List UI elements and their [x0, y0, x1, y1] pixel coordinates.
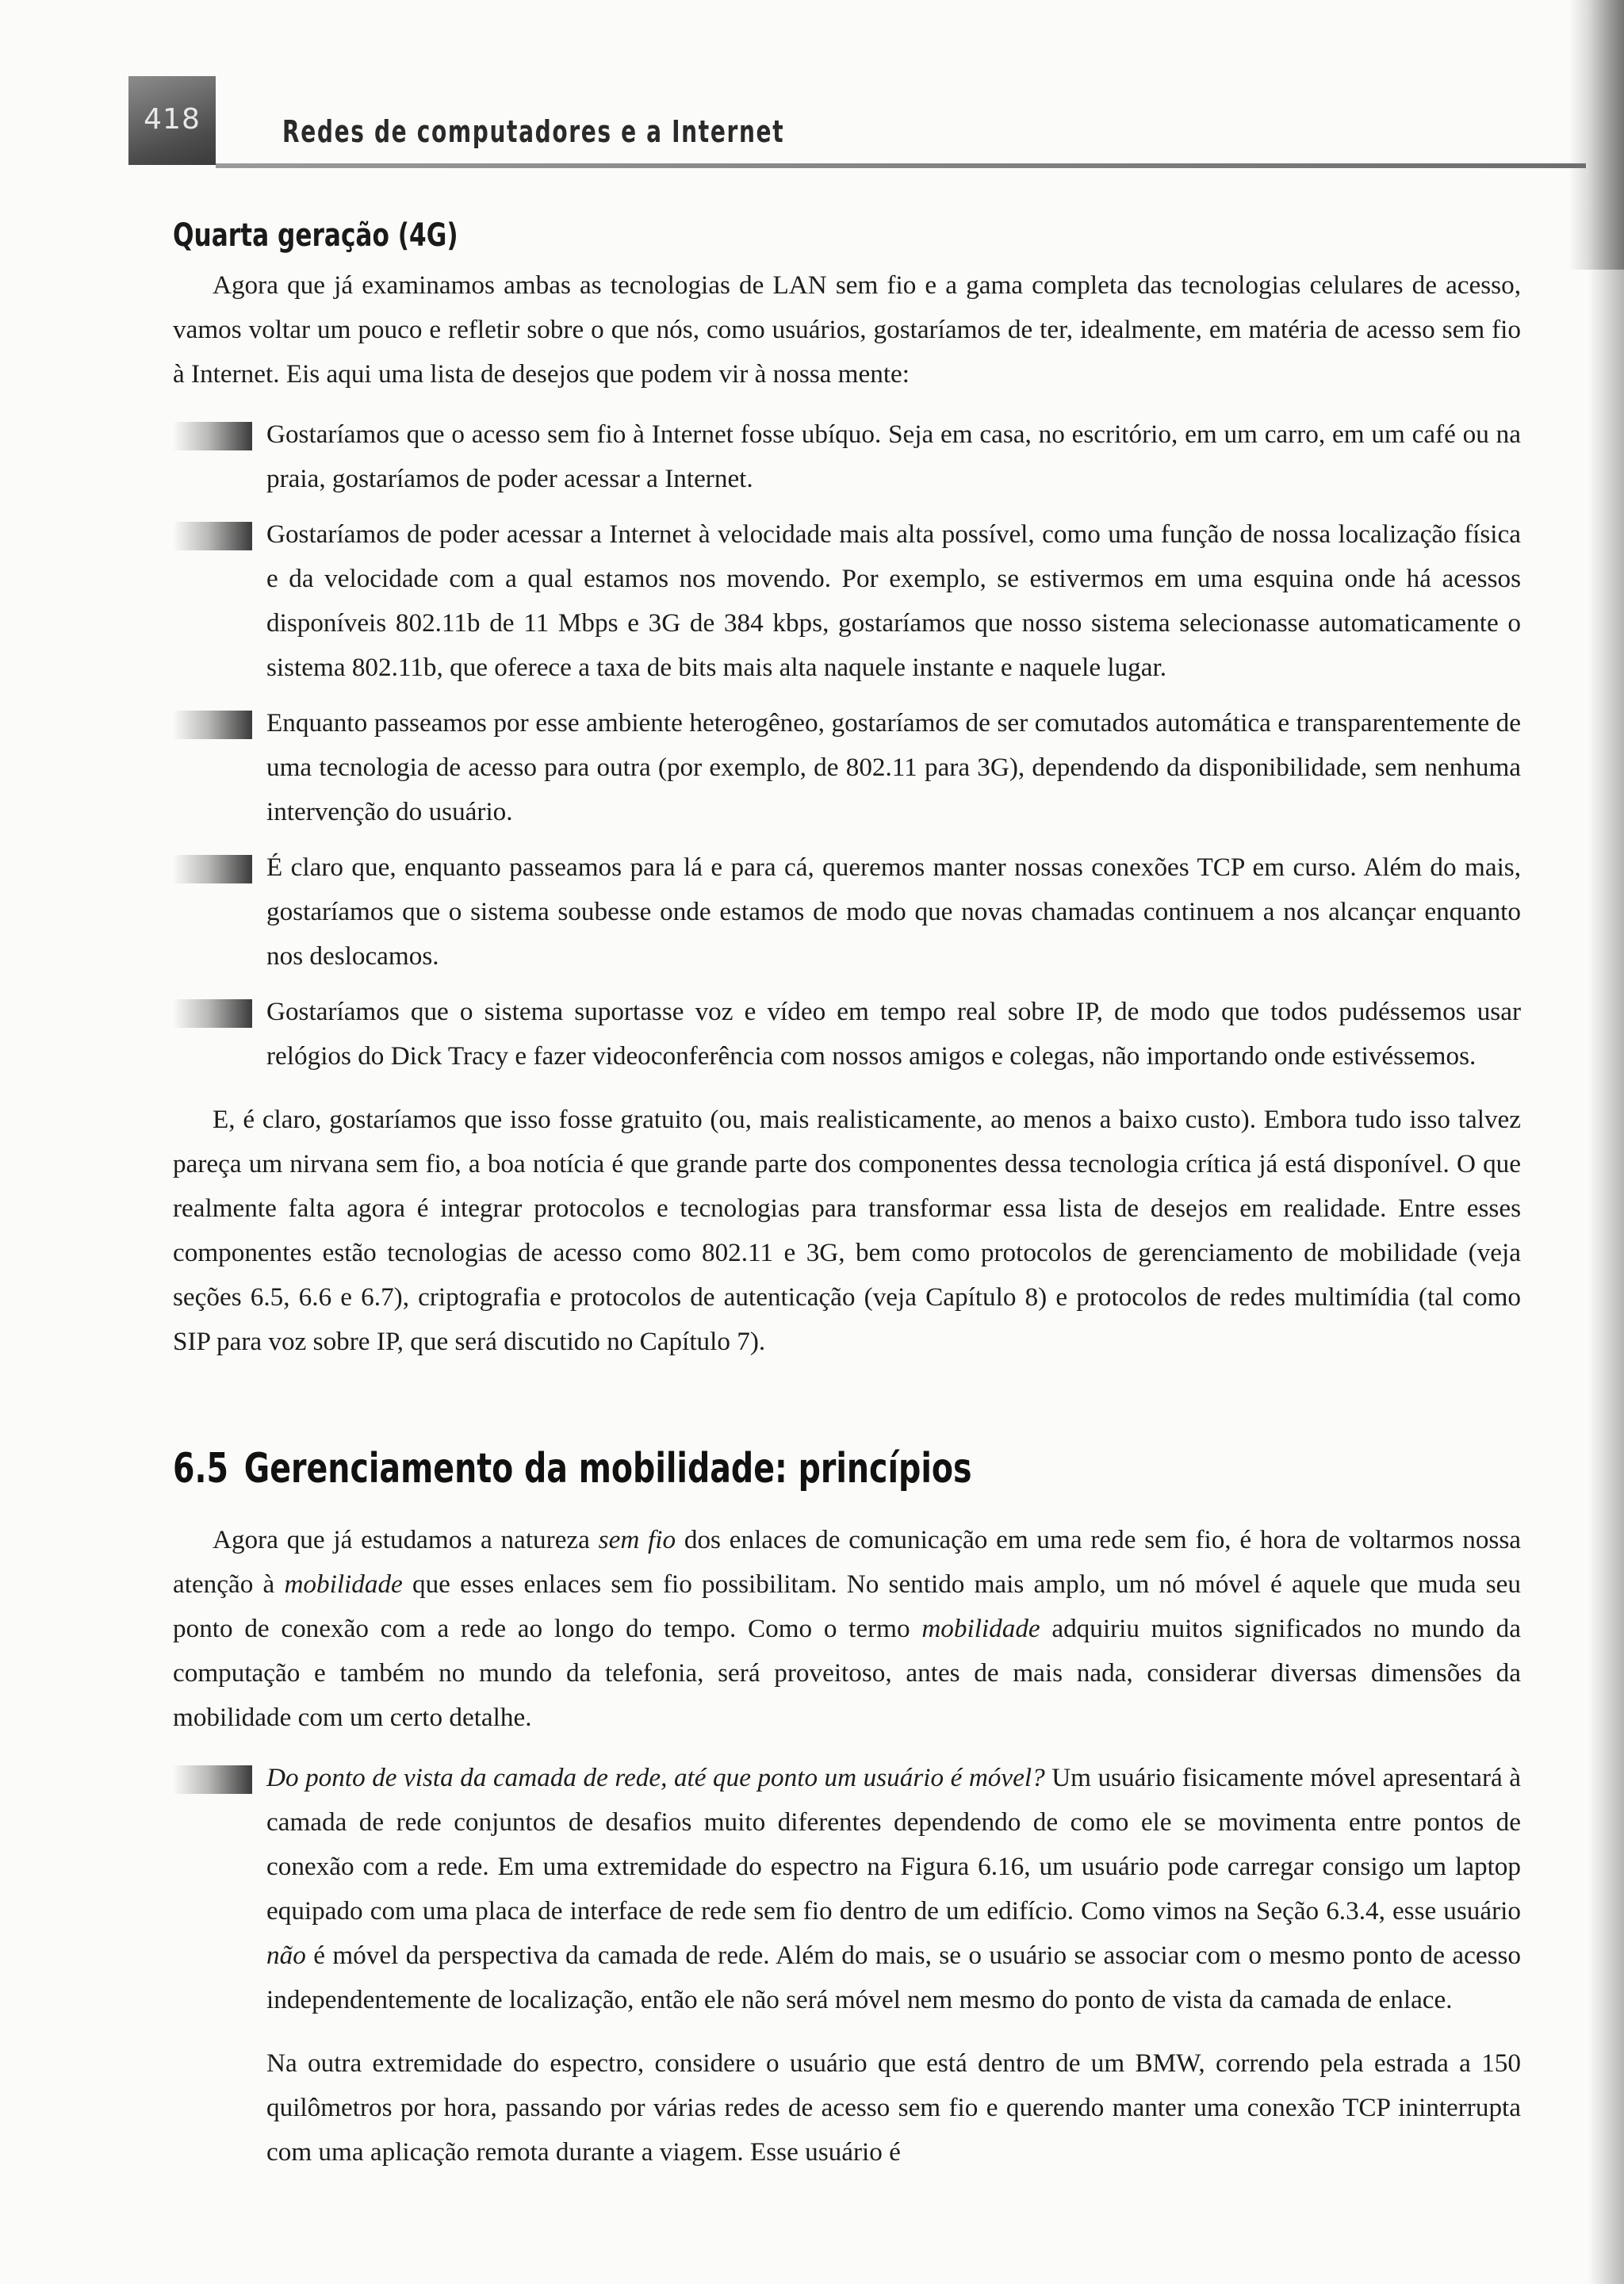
emphasis-question: Do ponto de vista da camada de rede, até que ponto um usuário é móvel? [266, 1763, 1045, 1792]
list-item-text: É claro que, enquanto passeamos para lá e para cá, queremos manter nossas conexões TCP em curso. Além do mais, gostaríamos que o sistema soubesse onde estamos de modo que novas chamadas continuem a nos alcançar enquanto nos deslocamos. [266, 853, 1521, 971]
section-number: 6.5 [173, 1445, 229, 1493]
page-number: 418 [144, 103, 201, 136]
list-item [173, 512, 1521, 690]
running-title: Redes de computadores e a Internet [282, 114, 785, 149]
emphasis-text: não [266, 1941, 306, 1970]
list-item-text: Enquanto passeamos por esse ambiente heterogêneo, gostaríamos de ser comutados automática e transparentemente de uma tecnologia de acesso para outra (por exemplo, de 802.11 para 3G), dependendo da disponibilidade, sem nenhuma intervenção do usuário. [266, 708, 1521, 826]
emphasis-text: mobilidade [284, 1569, 403, 1599]
bullet-bar-icon [173, 1765, 252, 1794]
text-run: dos enlaces de comunicação em uma rede sem fio, é hora de voltarmos nossa atenção à [173, 1525, 1521, 1599]
emphasis-text: mobilidade [921, 1614, 1040, 1643]
text-run: Agora que já estudamos a natureza [213, 1525, 599, 1554]
text-column [173, 208, 1521, 2175]
list-item [173, 845, 1521, 979]
section-title-4g: Quarta geração (4G) [173, 217, 458, 254]
mobility-dimensions-list [173, 1756, 1521, 2022]
paragraph-4g-closing: E, é claro, gostaríamos que isso fosse gratuito (ou, mais realisticamente, ao menos a baixo custo). Embora tudo isso talvez pareça um nirvana sem fio, a boa notícia é que grande parte dos componentes dessa tecnologia crítica já está disponível. O que realmente falta agora é integrar protocolos e tecnologias para transformar essa lista de desejos em realidade. Entre esses componentes estão tecnologias de acesso como 802.11 e 3G, bem como protocolos de gerenciamento de mobilidade (veja seções 6.5, 6.6 e 6.7), criptografia e protocolos de autenticação (veja Capítulo 8) e protocolos de redes multimídia (tal como SIP para voz sobre IP, que será discutido no Capítulo 7). [173, 1105, 1521, 1356]
bullet-bar-icon [173, 422, 252, 450]
list-item-text: Gostaríamos de poder acessar a Internet à velocidade mais alta possível, como uma função de nossa localização física e da velocidade com a qual estamos nos movendo. Por exemplo, se estivermos em uma esquina onde há acessos disponíveis 802.11b de 11 Mbps e 3G de 384 kbps, gostaríamos que nosso sistema selecionasse automaticamente o sistema 802.11b, que oferece a taxa de bits mais alta naquele instante e naquele lugar. [266, 519, 1521, 682]
list-item [173, 1756, 1521, 2022]
bullet-bar-icon [173, 522, 252, 550]
bullet-bar-icon [173, 855, 252, 883]
section-heading-6-5 [173, 1440, 1197, 1497]
paragraph-6-5-intro [173, 1518, 1521, 1740]
paragraph-4g-intro: Agora que já examinamos ambas as tecnologias de LAN sem fio e a gama completa das tecnologias celulares de acesso, vamos voltar um pouco e refletir sobre o que nós, como usuários, gostaríamos de ter, idealmente, em matéria de acesso sem fio à Internet. Eis aqui uma lista de desejos que podem vir à nossa mente: [173, 270, 1521, 389]
list-item [173, 412, 1521, 501]
header-rule [216, 163, 1586, 168]
section-heading-text: Gerenciamento da mobilidade: princípios [243, 1445, 972, 1493]
list-item-text: Gostaríamos que o acesso sem fio à Internet fosse ubíquo. Seja em casa, no escritório, em um carro, em um café ou na praia, gostaríamos de poder acessar a Internet. [266, 420, 1521, 493]
wish-list [173, 412, 1521, 1079]
text-run: Um usuário fisicamente móvel apresentará à camada de rede conjuntos de desafios muito diferentes dependendo de como ele se movimenta entre pontos de conexão com a rede. Em uma extremidade do espectro na Figura 6.16, um usuário pode carregar consigo um laptop equipado com uma placa de interface de rede sem fio dentro de um edifício. Como vimos na Seção 6.3.4, esse usuário [266, 1763, 1522, 1926]
bullet-bar-icon [173, 711, 252, 739]
text-run: adquiriu muitos significados no mundo da computação e também no mundo da telefonia, será proveitoso, antes de mais nada, considerar diversas dimensões da mobilidade com um certo detalhe. [173, 1614, 1521, 1732]
list-item-text [266, 1756, 1521, 2022]
list-item [173, 990, 1521, 1079]
list-item-text: Gostaríamos que o sistema suportasse voz e vídeo em tempo real sobre IP, de modo que todos pudéssemos usar relógios do Dick Tracy e fazer videoconferência com nossos amigos e colegas, não importando onde estivéssemos. [266, 997, 1521, 1071]
page-edge-shadow [1588, 0, 1624, 2284]
running-header [128, 21, 1586, 171]
text-run: é móvel da perspectiva da camada de rede. Além do mais, se o usuário se associar com o mesmo ponto de acesso independentemente de localização, então ele não será móvel nem mesmo do ponto de vista da camada de enlace. [266, 1941, 1521, 2014]
list-item [173, 701, 1521, 834]
list-item-continuation: Na outra extremidade do espectro, considere o usuário que está dentro de um BMW, correndo pela estrada a 150 quilômetros por hora, passando por várias redes de acesso sem fio e querendo manter uma conexão TCP ininterrupta com uma aplicação remota durante a viagem. Esse usuário é [266, 2048, 1521, 2167]
text-run: que esses enlaces sem fio possibilitam. No sentido mais amplo, um nó móvel é aquele que muda seu ponto de conexão com a rede ao longo do tempo. Como o termo [173, 1569, 1522, 1643]
emphasis-text: sem fio [598, 1525, 676, 1554]
bullet-bar-icon [173, 999, 252, 1028]
